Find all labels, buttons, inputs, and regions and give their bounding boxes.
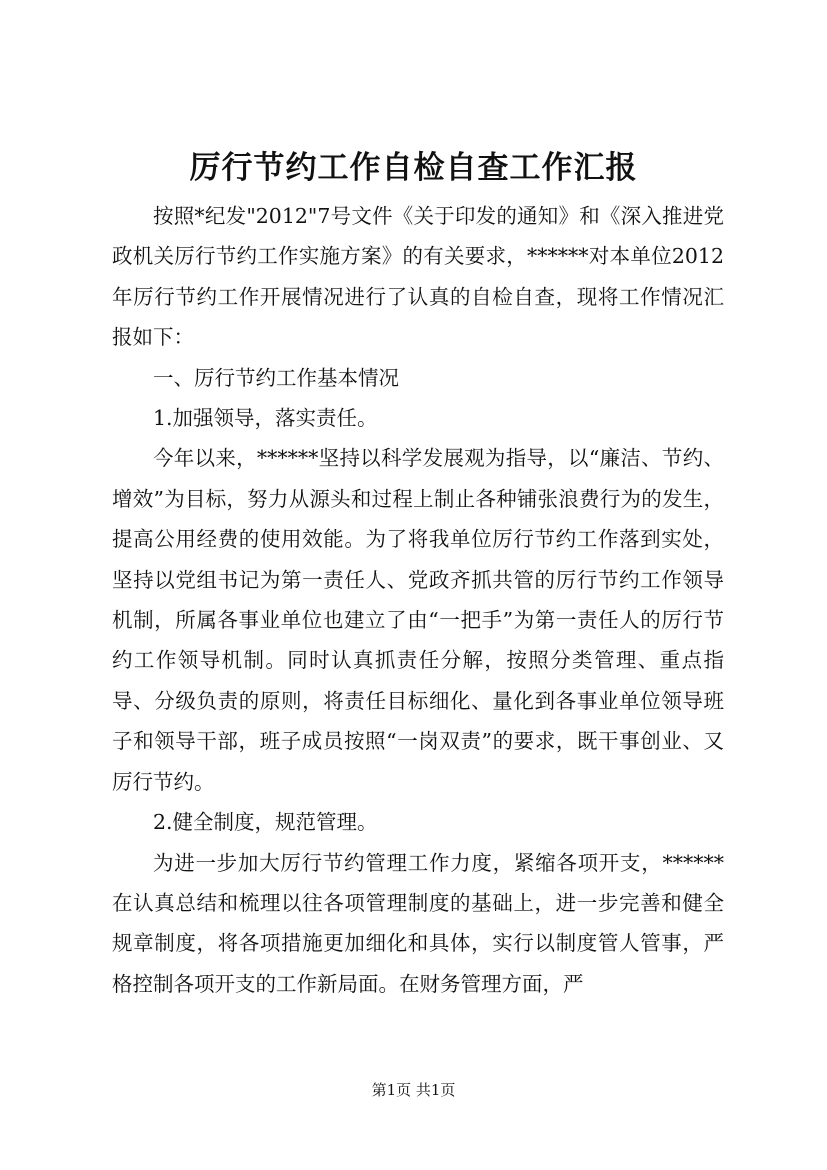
document-title: 厉行节约工作自检自查工作汇报 [189, 150, 638, 186]
paragraph-2: 为进一步加大厉行节约管理工作力度，紧缩各项开支，******在认真总结和梳理以往各项管理制度的基础上，进一步完善和健全规章制度，将各项措施更加细化和具体，实行以制度管人管事，严格控制各项开支的工作新局面。在财务管理方面，严 [112, 850, 724, 996]
paragraph-intro: 按照*纪发"2012"7号文件《关于印发的通知》和《深入推进党政机关厉行节约工作实施方案》的有关要求，******对本单位2012年厉行节约工作开展情况进行了认真的自检自查，现将工作情况汇报如下： [112, 204, 724, 350]
subheading-1: 1.加强领导，落实责任。 [153, 406, 378, 431]
page-number-footer: 第1页 共1页 [371, 1081, 456, 1099]
section-heading-1: 一、厉行节约工作基本情况 [153, 365, 399, 390]
paragraph-1: 今年以来，******坚持以科学发展观为指导，以“廉洁、节约、增效”为目标，努力从源头和过程上制止各种铺张浪费行为的发生，提高公用经费的使用效能。为了将我单位厉行节约工作落到实处，坚持以党组书记为第一责任人、党政齐抓共管的厉行节约工作领导机制，所属各事业单位也建立了由“一把手”为第一责任人的厉行节约工作领导机制。同时认真抓责任分解，按照分类管理、重点指导、分级负责的原则，将责任目标细化、量化到各事业单位领导班子和领导干部，班子成员按照“一岗双责”的要求，既干事创业、又厉行节约。 [112, 446, 724, 794]
subheading-2: 2.健全制度，规范管理。 [153, 810, 378, 835]
document-body [112, 196, 724, 1004]
